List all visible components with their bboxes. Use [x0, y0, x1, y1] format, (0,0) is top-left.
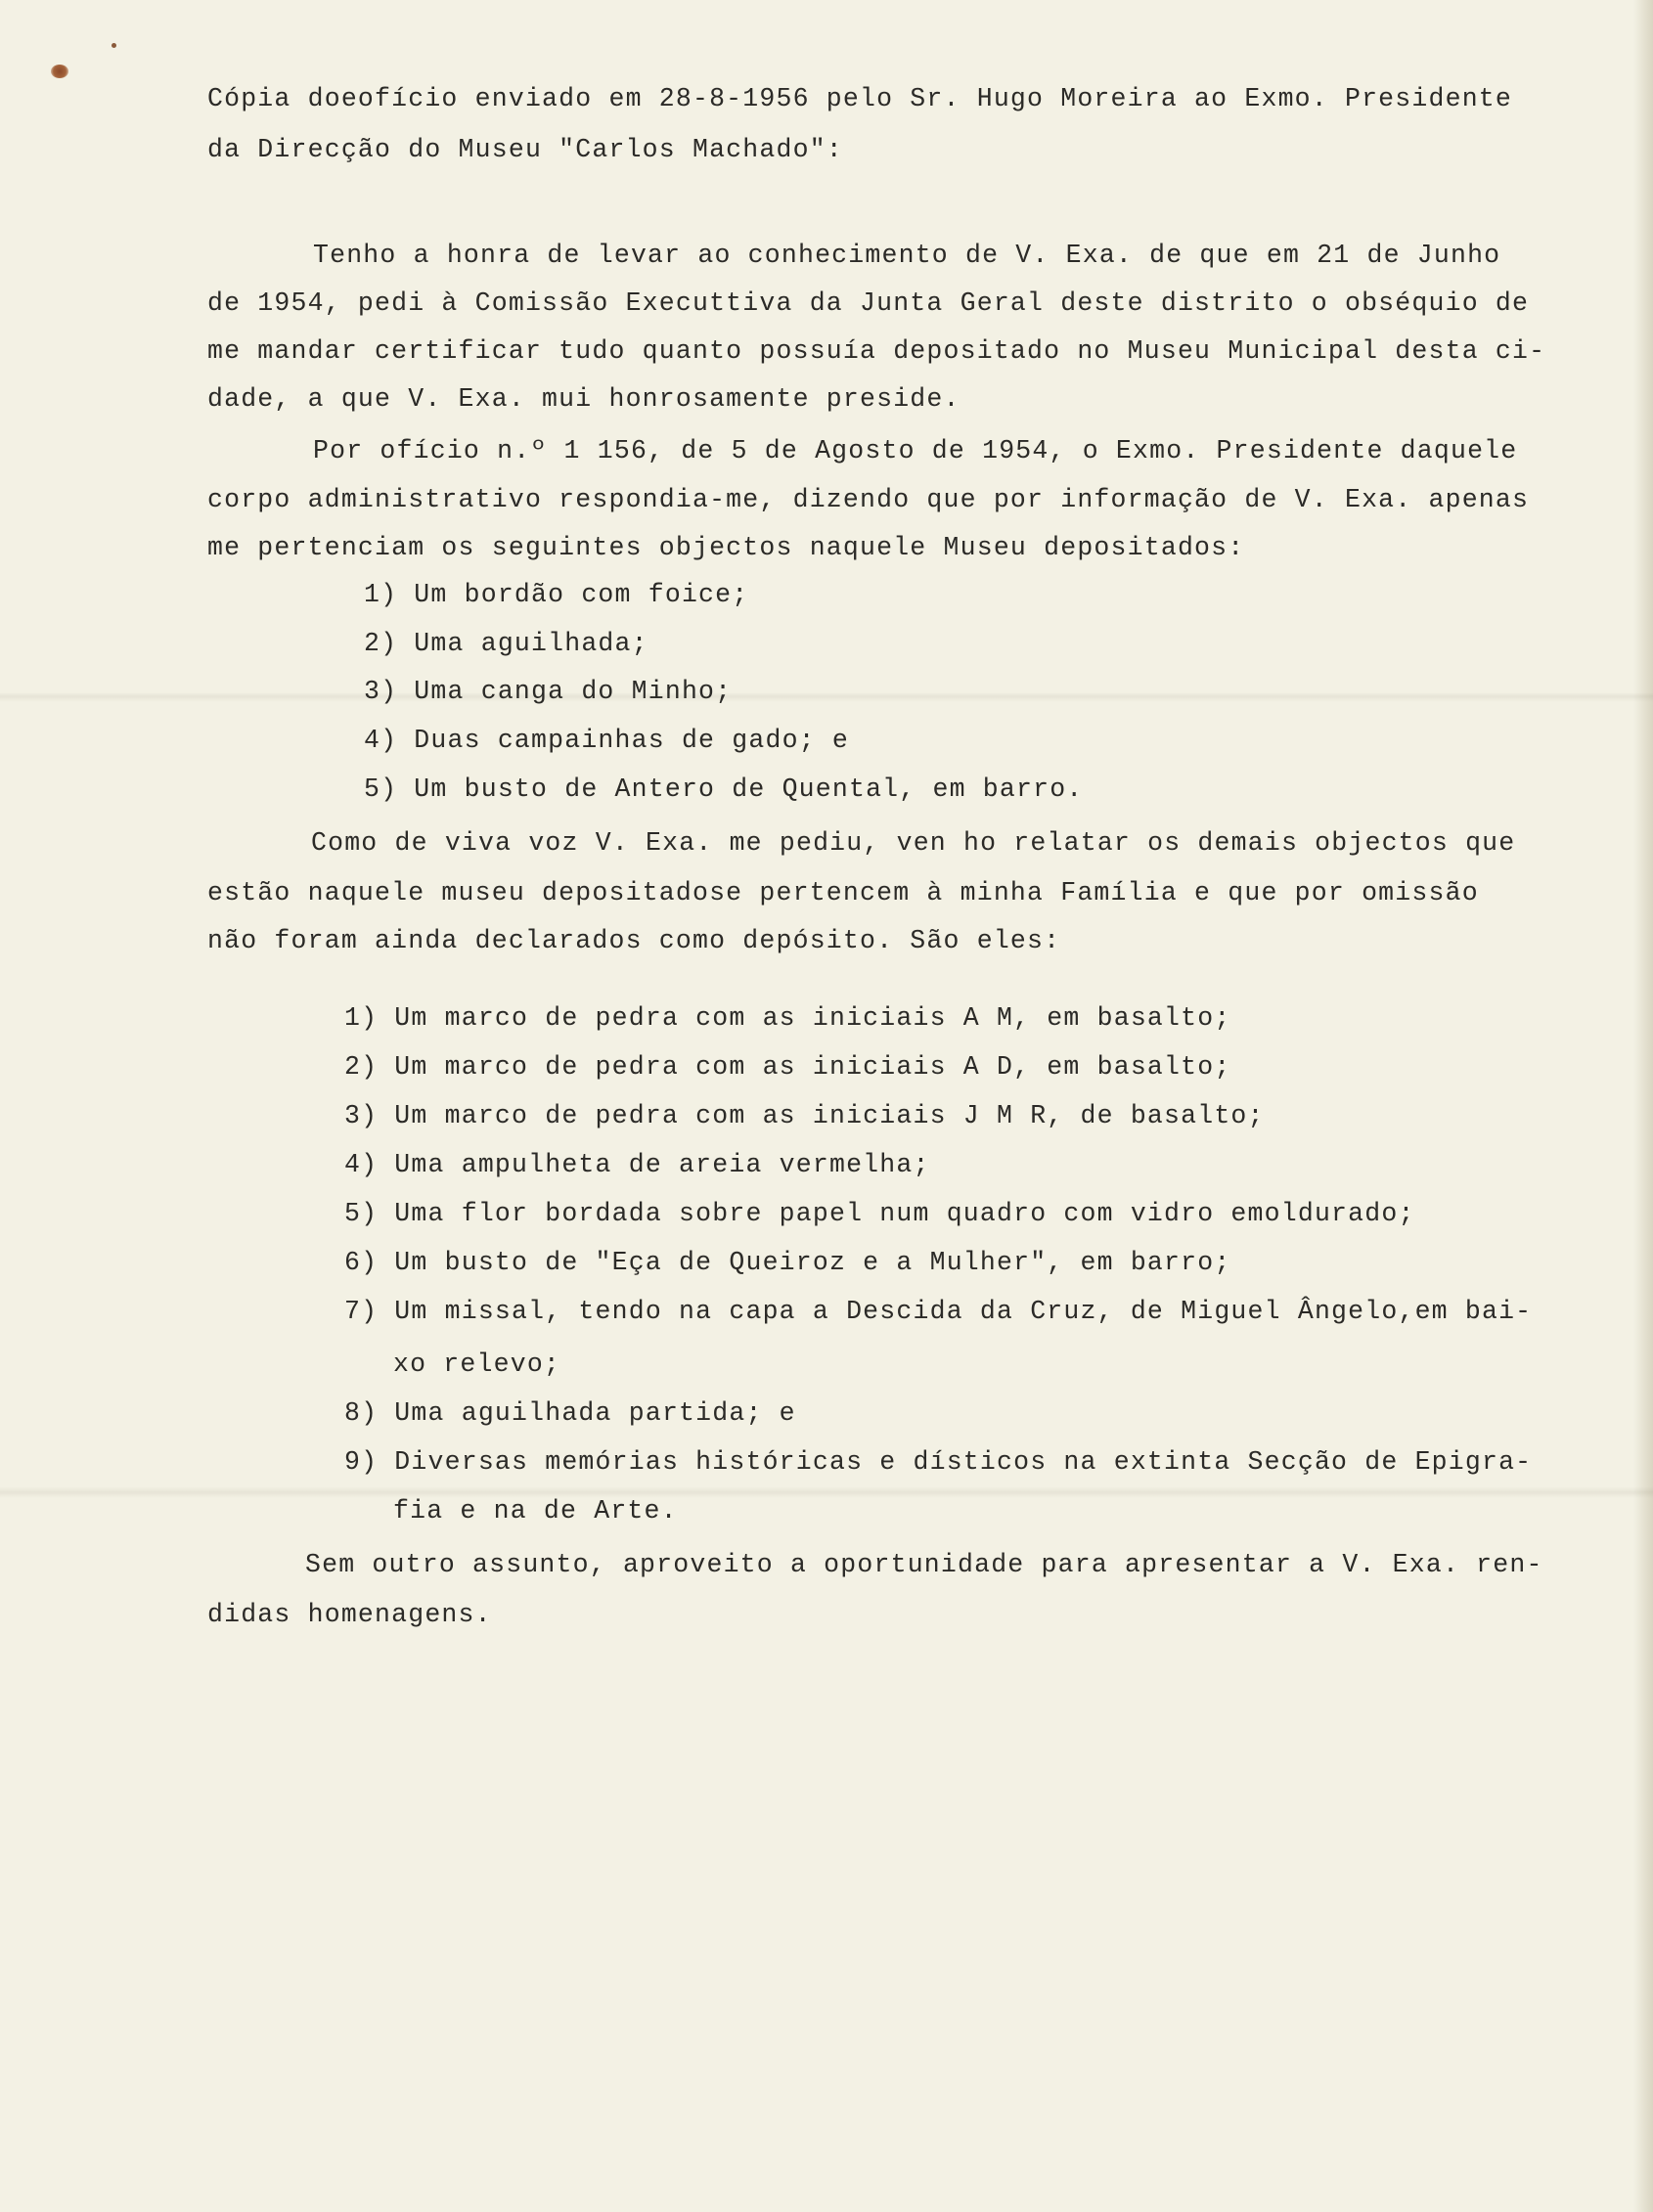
heading-line-1: Cópia doeofício enviado em 28-8-1956 pelo Sr. Hugo Moreira ao Exmo. Presidente — [207, 84, 1513, 113]
second-list-item-7: 7) Um missal, tendo na capa a Descida da Cruz, de Miguel Ângelo,em bai- — [344, 1297, 1533, 1326]
first-list-item-4: 4) Duas campainhas de gado; e — [364, 726, 849, 755]
ink-speck-mark — [112, 43, 116, 48]
closing-line-1: Sem outro assunto, aproveito a oportunidade para apresentar a V. Exa. ren- — [305, 1550, 1543, 1579]
second-list-item-2: 2) Um marco de pedra com as iniciais A D, em basalto; — [344, 1052, 1231, 1082]
closing-line-2: didas homenagens. — [207, 1600, 492, 1629]
request-line-1: Como de viva voz V. Exa. me pediu, ven ho relatar os demais objectos que — [311, 828, 1516, 858]
second-list-item-1: 1) Um marco de pedra com as iniciais A M, em basalto; — [344, 1003, 1231, 1033]
intro-line-2: de 1954, pedi à Comissão Executtiva da Junta Geral deste distrito o obséquio de — [207, 288, 1530, 318]
second-list-item-7-cont: xo relevo; — [393, 1349, 561, 1379]
first-list-item-5: 5) Um busto de Antero de Quental, em barro. — [364, 774, 1084, 804]
intro-line-4: dade, a que V. Exa. mui honrosamente preside. — [207, 384, 961, 414]
first-list-item-3: 3) Uma canga do Minho; — [364, 677, 733, 706]
request-line-2: estão naquele museu depositadose pertencem à minha Família e que por omissão — [207, 878, 1479, 907]
reply-line-1: Por ofício n.º 1 156, de 5 de Agosto de 1954, o Exmo. Presidente daquele — [313, 436, 1518, 465]
second-list-item-3: 3) Um marco de pedra com as iniciais J M R, de basalto; — [344, 1101, 1265, 1130]
first-list-item-2: 2) Uma aguilhada; — [364, 629, 648, 658]
reply-line-3: me pertenciam os seguintes objectos naquele Museu depositados: — [207, 533, 1245, 562]
second-list-item-4: 4) Uma ampulheta de areia vermelha; — [344, 1150, 930, 1179]
reply-line-2: corpo administrativo respondia-me, dizendo que por informação de V. Exa. apenas — [207, 485, 1530, 514]
intro-line-3: me mandar certificar tudo quanto possuía depositado no Museu Municipal desta ci- — [207, 336, 1546, 366]
heading-line-2: da Direcção do Museu "Carlos Machado": — [207, 135, 843, 164]
second-list-item-5: 5) Uma flor bordada sobre papel num quadro com vidro emoldurado; — [344, 1199, 1415, 1228]
second-list-item-8: 8) Uma aguilhada partida; e — [344, 1398, 796, 1428]
request-line-3: não foram ainda declarados como depósito. São eles: — [207, 926, 1061, 955]
first-list-item-1: 1) Um bordão com foice; — [364, 580, 749, 609]
intro-line-1: Tenho a honra de levar ao conhecimento de V. Exa. de que em 21 de Junho — [313, 241, 1501, 270]
second-list-item-6: 6) Um busto de "Eça de Queiroz e a Mulher", em barro; — [344, 1248, 1231, 1277]
rust-stain-mark — [51, 65, 68, 78]
second-list-item-9-cont: fia e na de Arte. — [393, 1496, 678, 1526]
second-list-item-9: 9) Diversas memórias históricas e dísticos na extinta Secção de Epigra- — [344, 1447, 1533, 1477]
